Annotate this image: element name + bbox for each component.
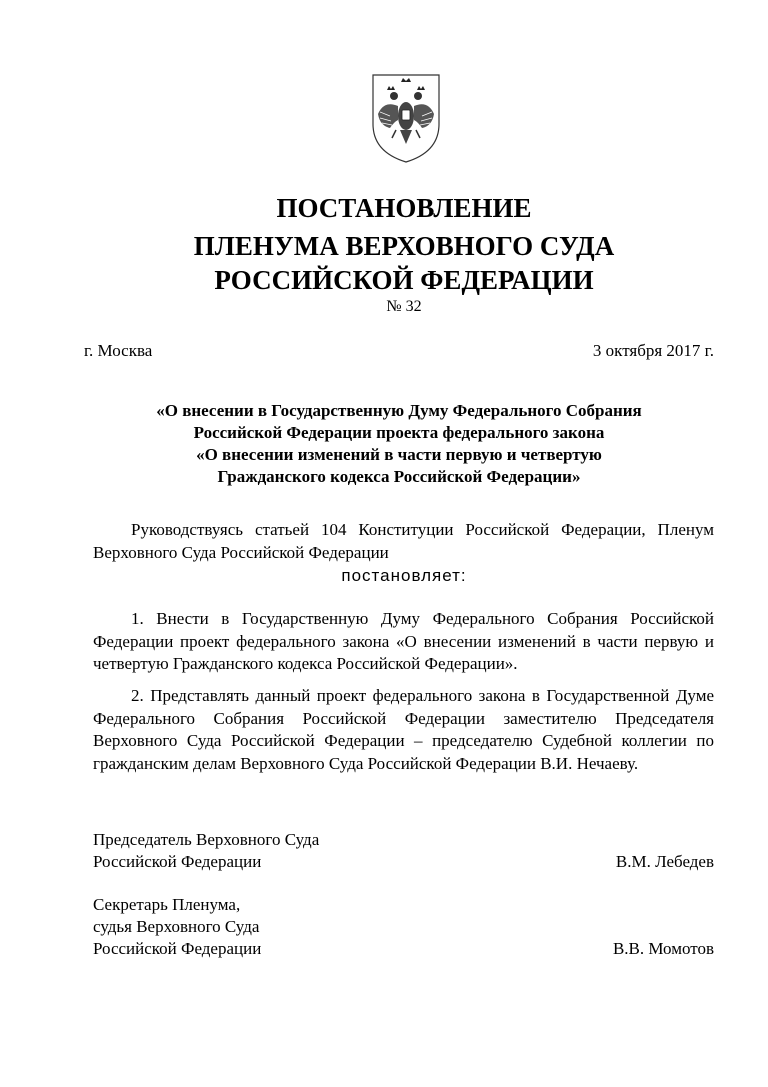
document-subject xyxy=(84,400,714,488)
russian-coat-of-arms-icon xyxy=(370,72,442,164)
document-number: № 32 xyxy=(386,298,422,315)
decree-word: постановляет: xyxy=(341,566,467,585)
subject-line: «О внесении в Государственную Думу Федерального Собрания xyxy=(156,401,642,420)
document-type-title: ПОСТАНОВЛЕНИЕ xyxy=(276,193,532,223)
chair-title-line1: Председатель Верховного Суда xyxy=(93,830,320,849)
document-city: г. Москва xyxy=(84,341,153,360)
chair-name: В.М. Лебедев xyxy=(615,852,714,871)
secretary-title-line3: Российской Федерации xyxy=(93,939,262,958)
decision-item-1: 1. Внести в Государственную Думу Федерального Собрания Российской Федерации проект федерального закона «О внесении изменений в части первую и четвертую Гражданского кодекса Российской Федерации». xyxy=(93,609,714,674)
decision-item-2: 2. Представлять данный проект федерального закона в Государственной Думе Федерального Собрания Российской Федерации заместителю Председателя Верховного Суда Российской Федерации – председателю Судебной коллегии по гражданским делам Верховного Суда Российской Федерации В.И. Нечаеву. xyxy=(93,686,714,773)
intro-paragraph: Руководствуясь статьей 104 Конституции Российской Федерации, Пленум Верховного Суда Российской Федерации xyxy=(93,520,714,562)
issuer-title-line1: ПЛЕНУМА ВЕРХОВНОГО СУДА xyxy=(193,231,615,261)
secretary-title-line1: Секретарь Пленума, xyxy=(93,895,241,914)
subject-line: Гражданского кодекса Российской Федерации» xyxy=(217,467,581,486)
secretary-name: В.В. Момотов xyxy=(612,939,714,958)
secretary-title-line2: судья Верховного Суда xyxy=(93,917,260,936)
issuer-title-line2: РОССИЙСКОЙ ФЕДЕРАЦИИ xyxy=(214,265,594,295)
subject-line: «О внесении изменений в части первую и четвертую xyxy=(196,445,602,464)
document-date: 3 октября 2017 г. xyxy=(592,341,714,360)
subject-line: Российской Федерации проекта федерального закона xyxy=(193,423,605,442)
chair-title-line2: Российской Федерации xyxy=(93,852,262,871)
